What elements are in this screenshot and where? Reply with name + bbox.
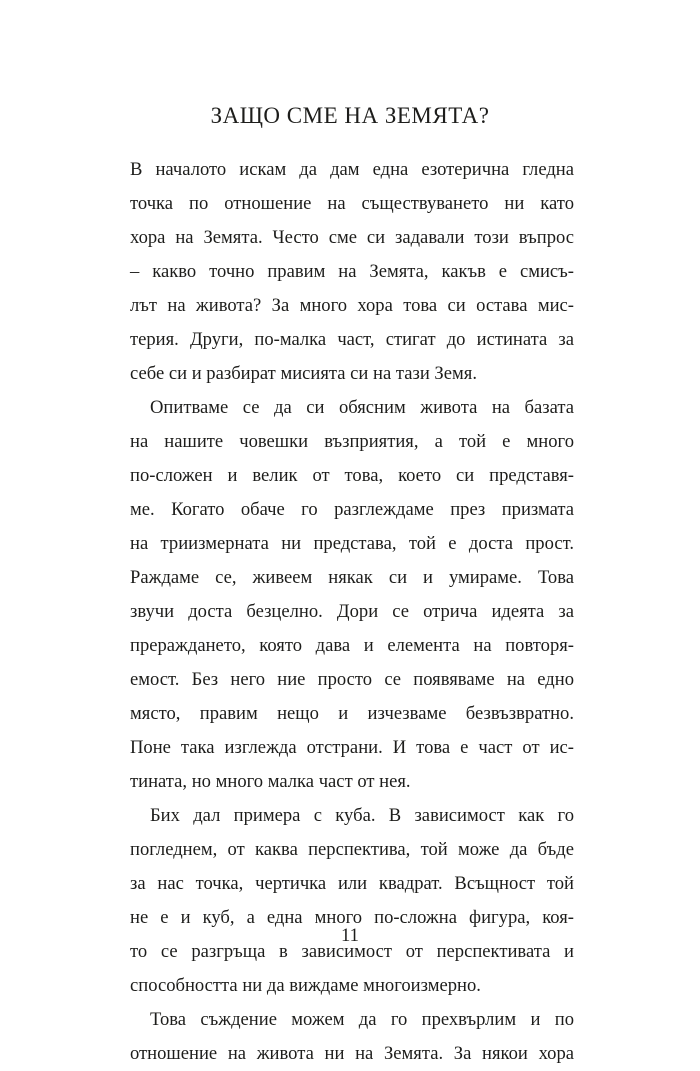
text-line: прераждането, която дава и елемента на повторя-	[130, 635, 574, 656]
text-line: Опитваме се да си обясним живота на базата	[150, 397, 574, 418]
text-line: по-сложен и велик от това, което си представя-	[130, 465, 574, 486]
text-line: място, правим нещо и изчезваме безвъзвратно.	[130, 703, 574, 724]
text-line: – какво точно правим на Земята, какъв е смисъ-	[130, 261, 574, 282]
text-line: ме. Когато обаче го разглеждаме през призмата	[130, 499, 574, 520]
text-line: лът на живота? За много хора това си остава мис-	[130, 295, 574, 316]
text-line: В началото искам да дам една езотерична гледна	[130, 159, 574, 180]
text-line: хора на Земята. Често сме си задавали този въпрос	[130, 227, 574, 248]
text-line: на триизмерната ни представа, той е доста прост.	[130, 533, 574, 554]
text-line: емост. Без него ние просто се появяваме на едно	[130, 669, 574, 690]
page-number: 11	[341, 925, 359, 946]
text-line: Поне така изглежда отстрани. И това е част от ис-	[130, 737, 574, 758]
text-line: то се разгръща в зависимост от перспективата и	[130, 941, 574, 962]
text-line: способността ни да виждаме многоизмерно.	[130, 975, 481, 996]
text-line: точка по отношение на съществуването ни като	[130, 193, 574, 214]
text-line: терия. Други, по-малка част, стигат до истината за	[130, 329, 574, 350]
chapter-title: ЗАЩО СМЕ НА ЗЕМЯТА?	[210, 103, 490, 128]
text-line: на нашите човешки възприятия, а той е много	[130, 431, 574, 452]
text-line: Бих дал примера с куба. В зависимост как го	[150, 805, 574, 826]
text-line: отношение на живота ни на Земята. За някои хора	[130, 1043, 574, 1064]
text-line: себе си и разбират мисията си на тази Земя.	[130, 363, 477, 384]
text-line: не е и куб, а една много по-сложна фигура, коя-	[130, 907, 574, 928]
text-line: тината, но много малка част от нея.	[130, 771, 411, 792]
text-line: Раждаме се, живеем някак си и умираме. Това	[130, 567, 574, 588]
text-line: за нас точка, чертичка или квадрат. Всъщност той	[130, 873, 574, 894]
text-line: звучи доста безцелно. Дори се отрича идеята за	[130, 601, 574, 622]
text-line: погледнем, от каква перспектива, той може да бъде	[130, 839, 574, 860]
text-line: Това съждение можем да го прехвърлим и по	[150, 1009, 574, 1030]
